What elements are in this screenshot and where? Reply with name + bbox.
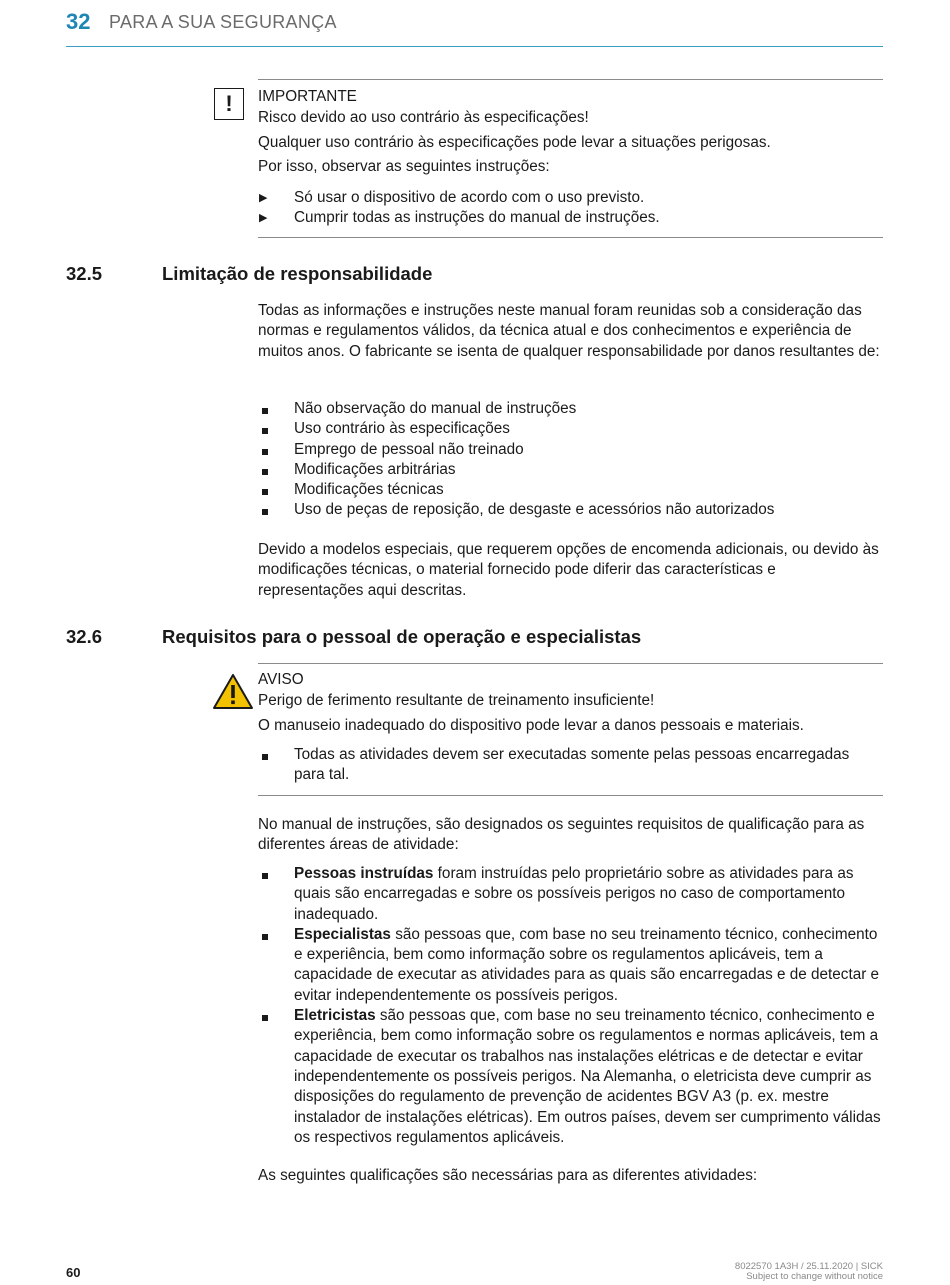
section-number: 32.5: [66, 263, 103, 284]
list-item: Modificações arbitrárias: [258, 460, 883, 480]
important-top-rule: [258, 79, 883, 80]
change-note: Subject to change without notice: [746, 1271, 883, 1282]
important-line-2: Por isso, observar as seguintes instruções:: [258, 158, 550, 175]
qualification-item: [258, 864, 883, 925]
qualification-term: Pessoas instruídas: [294, 865, 434, 882]
important-list: [258, 188, 883, 229]
list-item: Emprego de pessoal não treinado: [258, 440, 883, 460]
list-item: Não observação do manual de instruções: [258, 399, 883, 419]
warning-headline: Perigo de ferimento resultante de treinamento insuficiente!: [258, 692, 655, 709]
list-item: Uso de peças de reposição, de desgaste e acessórios não autorizados: [258, 500, 883, 520]
list-item: Uso contrário às especificações: [258, 419, 883, 439]
warning-list: [258, 745, 883, 786]
page-number: 60: [66, 1265, 81, 1280]
section-number: 32.6: [66, 626, 103, 647]
qualification-list: [258, 864, 883, 1148]
section-32-6-closing: As seguintes qualificações são necessárias para as diferentes atividades:: [258, 1167, 758, 1184]
chapter-number: 32: [66, 9, 91, 34]
qualification-term: Especialistas: [294, 925, 391, 943]
warning-triangle-icon: [212, 673, 254, 710]
exclamation-icon: !: [214, 88, 244, 120]
page-header: [66, 8, 883, 47]
warning-label: AVISO: [258, 671, 304, 688]
section-title: Requisitos para o pessoal de operação e especialistas: [162, 626, 642, 647]
chapter-title: PARA A SUA SEGURANÇA: [109, 12, 337, 32]
important-headline: Risco devido ao uso contrário às especificações!: [258, 109, 589, 126]
warning-bottom-rule: [258, 795, 883, 796]
section-32-6-intro: No manual de instruções, são designados os seguintes requisitos de qualificação para as diferentes áreas de atividade:: [258, 816, 865, 854]
liability-list: [258, 399, 883, 521]
important-bottom-rule: [258, 237, 883, 238]
qualification-text: são pessoas que, com base no seu treinamento técnico, conhecimento e experiência, bem como informação sobre os regulamentos e normas aplicáveis, tem a capacidade de executar os trabalhos nas instalações elétricas e de detectar e evitar independentemente os possíveis perigos. Na Alemanha, o eletricista deve cumprir as disposições do regulamento de prevenção de acidentes BGV A3 (p. ex. mestre instalador de instalações elétricas). Em outros países, devem ser cumprimento válidas os respectivos regulamentos aplicáveis.: [294, 1007, 881, 1146]
warning-line-1: O manuseio inadequado do dispositivo pode levar a danos pessoais e materiais.: [258, 717, 804, 734]
list-item: Todas as atividades devem ser executadas somente pelas pessoas encarregadas para tal.: [258, 745, 883, 786]
section-title: Limitação de responsabilidade: [162, 263, 433, 284]
qualification-term: Eletricistas: [294, 1007, 376, 1025]
section-32-5-outro: Devido a modelos especiais, que requerem opções de encomenda adicionais, ou devido às modificações técnicas, o material fornecido pode diferir das características e representações aqui descritas.: [258, 541, 879, 599]
list-item: ▶ Só usar o dispositivo de acordo com o uso previsto.: [258, 188, 883, 208]
qualification-item: [258, 1006, 883, 1148]
qualification-text: foram instruídas pelo proprietário sobre as atividades para as quais são encarregadas e sobre os possíveis perigos no caso de comportamento inadequado.: [294, 865, 854, 923]
qualification-text: são pessoas que, com base no seu treinamento técnico, conhecimento e experiência, bem como informação sobre os regulamentos aplicáveis, tem a capacidade de executar as atividades para as quais são encarregadas e de detectar e evitar independentemente os possíveis perigos.: [294, 925, 880, 1004]
warning-top-rule: [258, 663, 883, 664]
qualification-item: [258, 925, 883, 1006]
section-32-5-intro: Todas as informações e instruções neste manual foram reunidas sob a consideração das normas e regulamentos válidos, da técnica atual e dos conhecimentos e experiência de muitos anos. O fabricante se isenta de qualquer responsabilidade por danos resultantes de:: [258, 302, 880, 360]
footer-meta: [735, 1262, 883, 1282]
list-item: ▶ Cumprir todas as instruções do manual de instruções.: [258, 208, 883, 228]
list-item: Modificações técnicas: [258, 480, 883, 500]
important-line-1: Qualquer uso contrário às especificações pode levar a situações perigosas.: [258, 134, 771, 151]
important-label: IMPORTANTE: [258, 88, 357, 105]
doc-reference: 8022570 1A3H / 25.11.2020 | SICK: [734, 1261, 883, 1272]
